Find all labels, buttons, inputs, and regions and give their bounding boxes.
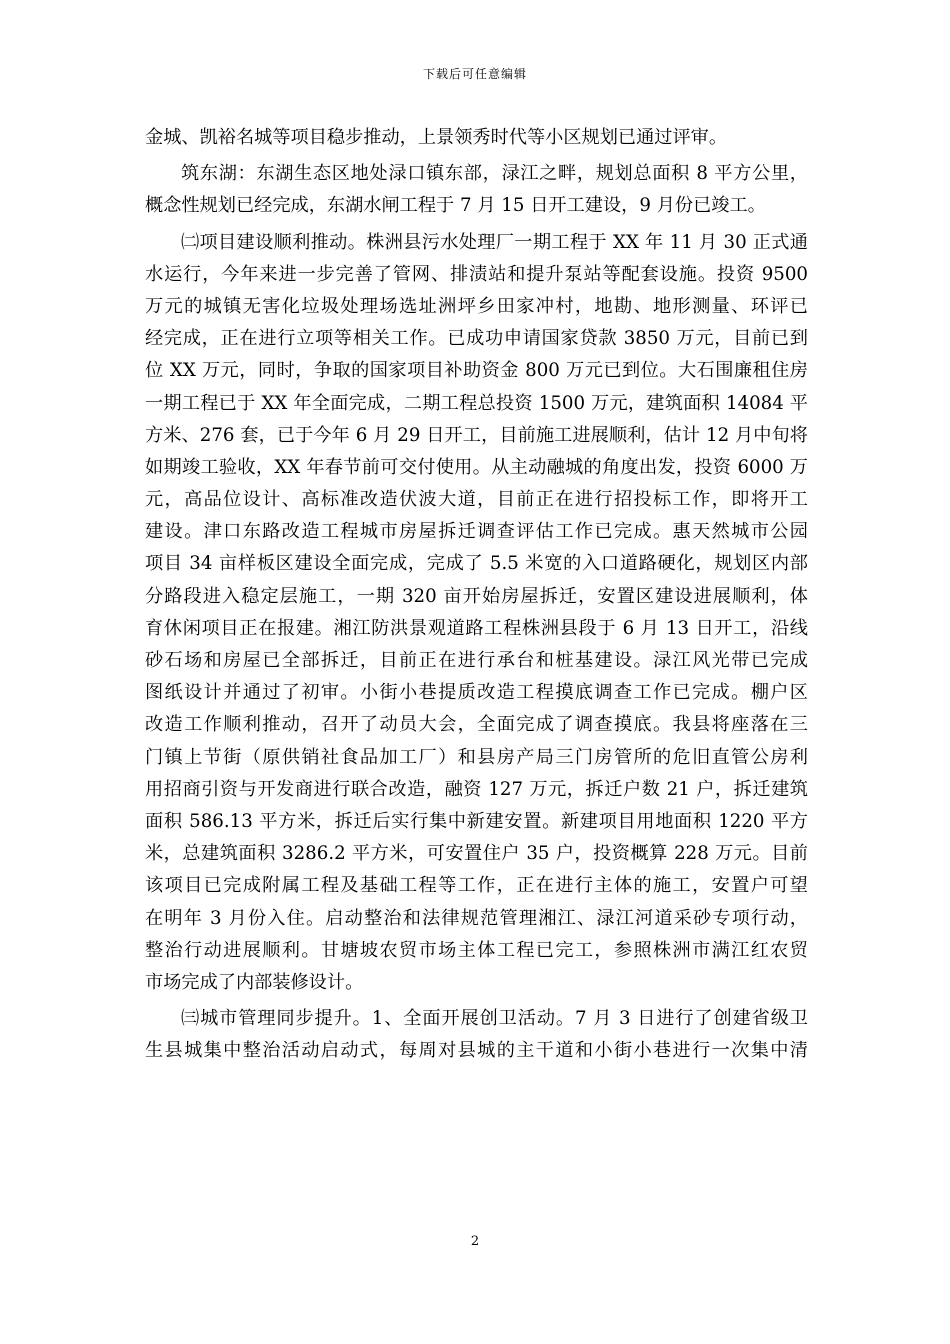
paragraph-1-line-1: 金城、凯裕名城等项目稳步推动，上景领秀时代等小区规划已通过评审。	[145, 127, 728, 148]
paragraph-3-line-24: 市场完成了内部装修设计。	[145, 971, 364, 993]
paragraph-3-line-22: 在明年 3 月份入住。启动整治和法律规范管理湘江、渌江河道采砂专项行动，	[145, 907, 808, 929]
paragraph-3-line-19: 面积 586.13 平方米，拆迁后实行集中新建安置。新建项目用地面积 1220 平方	[145, 810, 808, 832]
paragraph-3-line-6: 一期工程已于 XX 年全面完成，二期工程总投资 1500 万元，建筑面积 14084 平	[145, 392, 808, 414]
paragraph-4-line-1: ㈢城市管理同步提升。1、全面开展创卫活动。7 月 3 日进行了创建省级卫	[181, 1008, 808, 1030]
paragraph-3-line-1: ㈡项目建设顺利推动。株洲县污水处理厂一期工程于 XX 年 11 月 30 正式通	[181, 231, 808, 253]
paragraph-3-line-8: 如期竣工验收，XX 年春节前可交付使用。从主动融城的角度出发，投资 6000 万	[145, 456, 808, 478]
paragraph-3-line-4: 经完成，正在进行立项等相关工作。已成功申请国家贷款 3850 万元，目前已到	[145, 328, 808, 350]
paragraph-4-line-2: 生县城集中整治活动启动式，每周对县城的主干道和小街小巷进行一次集中清	[145, 1040, 808, 1062]
paragraph-3-line-13: 育休闲项目正在报建。湘江防洪景观道路工程株洲县段于 6 月 13 日开工，沿线	[145, 617, 808, 639]
page-number: 2	[470, 1234, 480, 1249]
document-body	[145, 122, 808, 1067]
paragraph-3-line-23: 整治行动进展顺利。甘塘坡农贸市场主体工程已完工，参照株洲市满江红农贸	[145, 939, 808, 961]
paragraph-2-line-1: 筑东湖：东湖生态区地处渌口镇东部，渌江之畔，规划总面积 8 平方公里，	[181, 163, 808, 185]
paragraph-3-line-10: 建设。津口东路改造工程城市房屋拆迁调查评估工作已完成。惠天然城市公园	[145, 521, 808, 543]
paragraph-3-line-21: 该项目已完成附属工程及基础工程等工作，正在进行主体的施工，安置户可望	[145, 875, 808, 897]
paragraph-3-line-12: 分路段进入稳定层施工，一期 320 亩开始房屋拆迁，安置区建设进展顺利，体	[145, 585, 808, 607]
page-header-note: 下载后可任意编辑	[422, 67, 527, 81]
paragraph-3-line-20: 米，总建筑面积 3286.2 平方米，可安置住户 35 户，投资概算 228 万元。目前	[145, 843, 808, 865]
paragraph-3-line-11: 项目 34 亩样板区建设全面完成，完成了 5.5 米宽的入口道路硬化，规划区内部	[145, 553, 808, 575]
paragraph-3-line-16: 改造工作顺利推动，召开了动员大会，全面完成了调查摸底。我县将座落在三	[145, 714, 808, 736]
paragraph-3-line-15: 图纸设计并通过了初审。小街小巷提质改造工程摸底调查工作已完成。棚户区	[145, 682, 808, 704]
paragraph-3-line-14: 砂石场和房屋已全部拆迁，目前正在进行承台和桩基建设。渌江风光带已完成	[145, 650, 808, 671]
paragraph-2-line-2: 概念性规划已经完成，东湖水闸工程于 7 月 15 日开工建设，9 月份已竣工。	[145, 195, 766, 217]
paragraph-3-line-5: 位 XX 万元，同时，争取的国家项目补助资金 800 万元已到位。大石围廉租住房	[145, 360, 808, 382]
paragraph-3-line-18: 用招商引资与开发商进行联合改造，融资 127 万元，拆迁户数 21 户，拆迁建筑	[145, 778, 808, 800]
paragraph-3-line-2: 水运行，今年来进一步完善了管网、排渍站和提升泵站等配套设施。投资 9500	[145, 263, 808, 285]
paragraph-3-line-9: 元，高品位设计、高标准改造伏波大道，目前正在进行招投标工作，即将开工	[145, 489, 808, 511]
paragraph-3-line-7: 方米、276 套，已于今年 6 月 29 日开工，目前施工进展顺利，估计 12 月中旬将	[145, 424, 808, 446]
paragraph-3-line-17: 门镇上节街（原供销社食品加工厂）和县房产局三门房管所的危旧直管公房利	[145, 746, 808, 768]
paragraph-3-line-3: 万元的城镇无害化垃圾处理场选址洲坪乡田家冲村，地勘、地形测量、环评已	[145, 295, 808, 317]
